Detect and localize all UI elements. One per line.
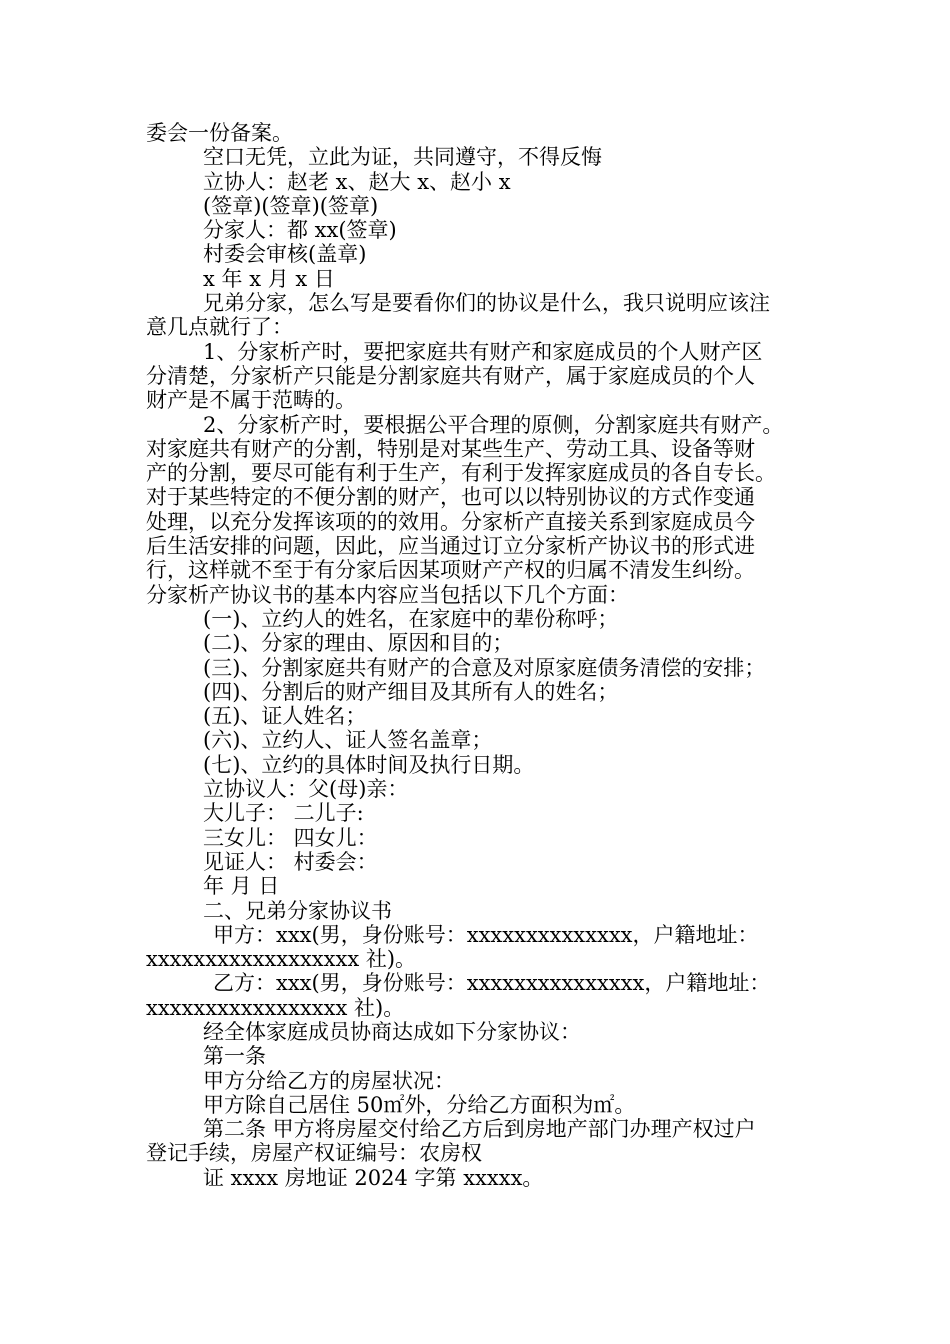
text-line: 甲方除自己居住 50㎡外，分给乙方面积为㎡。 xyxy=(203,1092,636,1117)
text-line: 立协人：赵老 x、赵大 x、赵小 x xyxy=(203,169,511,194)
text-line: 见证人： 村委会： xyxy=(203,849,378,874)
text-line: (二)、分家的理由、原因和目的； xyxy=(203,631,514,656)
text-line: (六)、立约人、证人签名盖章； xyxy=(203,728,493,753)
text-line: (七)、立约的具体时间及执行日期。 xyxy=(203,752,535,777)
text-line: 大儿子： 二儿子: xyxy=(203,801,364,826)
text-line: 空口无凭，立此为证，共同遵守，不得反悔 xyxy=(203,145,602,170)
text-line: xxxxxxxxxxxxxxxxx 社)。 xyxy=(146,995,405,1020)
text-line: 2、分家析产时，要根据公平合理的原侧，分割家庭共有财产。 xyxy=(203,412,784,437)
text-line: 甲方分给乙方的房屋状况： xyxy=(203,1068,455,1093)
text-line: 三女儿： 四女儿： xyxy=(203,825,378,850)
text-line: 甲方：xxx(男，身份账号：xxxxxxxxxxxxxx，户籍地址： xyxy=(213,922,759,947)
text-line: 委会一份备案。 xyxy=(146,121,293,145)
text-line: 对家庭共有财产的分割，特别是对某些生产、劳动工具、设备等财 xyxy=(146,436,755,461)
text-line: 经全体家庭成员协商达成如下分家协议： xyxy=(203,1019,581,1044)
text-line: 分清楚，分家析产只能是分割家庭共有财产，属于家庭成员的个人 xyxy=(146,363,755,388)
text-line: xxxxxxxxxxxxxxxxxx 社)。 xyxy=(146,947,417,972)
text-line: 登记手续，房屋产权证编号：农房权 xyxy=(146,1141,482,1166)
text-line: 分家人：都 xx(签章) xyxy=(203,218,397,243)
text-line: 对于某些特定的不便分割的财产，也可以以特别协议的方式作变通 xyxy=(146,485,755,510)
text-line: (三)、分割家庭共有财产的合意及对原家庭债务清偿的安排； xyxy=(203,655,766,680)
text-line: x 年 x 月 x 日 xyxy=(203,266,335,291)
text-line: 意几点就行了： xyxy=(146,315,293,340)
text-line: 第二条 甲方将房屋交付给乙方后到房地产部门办理产权过户 xyxy=(203,1117,756,1142)
text-line: (一)、立约人的姓名，在家庭中的辈份称呼； xyxy=(203,606,619,631)
text-line: 兄弟分家，怎么写是要看你们的协议是什么，我只说明应该注 xyxy=(203,291,770,316)
document-body xyxy=(146,121,810,1190)
text-line: 后生活安排的问题，因此，应当通过订立分家析产协议书的形式进 xyxy=(146,534,755,559)
text-line: 乙方：xxx(男，身份账号：xxxxxxxxxxxxxxx，户籍地址： xyxy=(213,971,771,996)
text-line: 分家析产协议书的基本内容应当包括以下几个方面： xyxy=(146,582,629,607)
text-line: (四)、分割后的财产细目及其所有人的姓名； xyxy=(203,679,619,704)
text-line: 行，这样就不至于有分家后因某项财产产权的归属不清发生纠纷。 xyxy=(146,558,755,583)
text-line: 1、分家析产时，要把家庭共有财产和家庭成员的个人财产区 xyxy=(203,339,763,364)
text-line: (签章)(签章)(签章) xyxy=(203,193,379,218)
text-line: 年 月 日 xyxy=(203,874,280,899)
text-line: 财产是不属于范畴的。 xyxy=(146,388,356,413)
text-line: 立协议人：父(母)亲： xyxy=(203,777,409,802)
text-line: 处理，以充分发挥该项的的效用。分家析产直接关系到家庭成员今 xyxy=(146,509,755,534)
text-line: 证 xxxx 房地证 2024 字第 xxxxx。 xyxy=(203,1165,544,1190)
text-line: 产的分割，要尽可能有利于生产，有利于发挥家庭成员的各自专长。 xyxy=(146,461,776,486)
text-line: 二、兄弟分家协议书 xyxy=(203,898,392,923)
text-line: 第一条 xyxy=(203,1044,266,1069)
text-line: (五)、证人姓名； xyxy=(203,704,367,729)
text-line: 村委会审核(盖章) xyxy=(203,242,367,267)
